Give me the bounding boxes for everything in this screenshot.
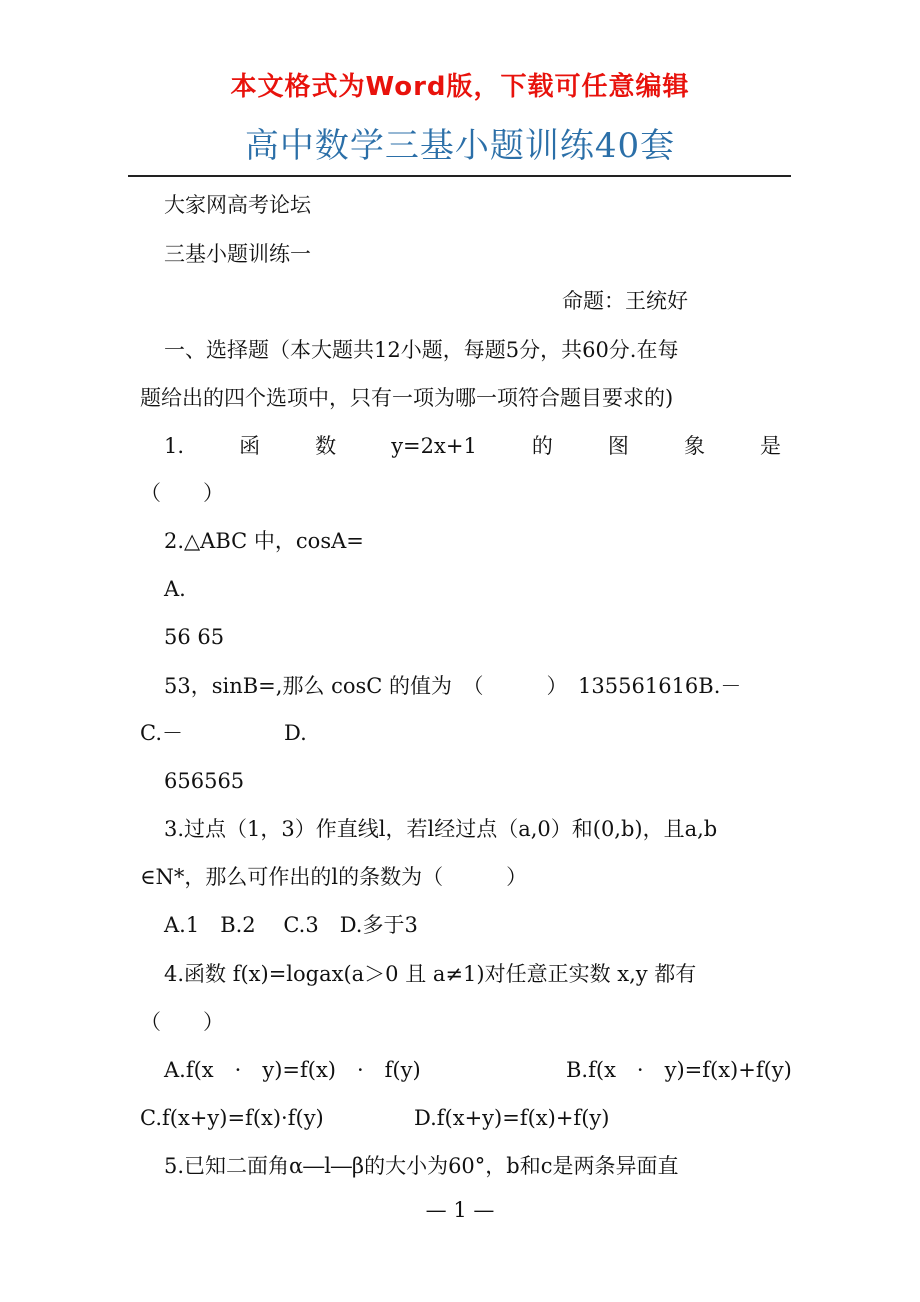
- q3-line2: ∈N*，那么可作出的l的条数为（ ）: [140, 865, 528, 889]
- q1-word: y=2x+1: [391, 434, 477, 458]
- q1-word: 图: [607, 434, 629, 458]
- q2-option-d: D.: [284, 721, 307, 745]
- q2-option-c: C.－: [140, 721, 183, 745]
- q4-option-d: D.f(x+y)=f(x)+f(y): [414, 1106, 610, 1130]
- q4-option-a: A.f(x · y)=f(x) · f(y): [164, 1058, 421, 1082]
- q1-word: 数: [315, 434, 337, 458]
- author-line: 命题：王统好: [562, 289, 688, 313]
- question-1-line: [164, 432, 781, 460]
- document-title: 高中数学三基小题训练40套: [244, 126, 676, 166]
- q4-option-b: B.f(x · y)=f(x)+f(y): [566, 1058, 792, 1082]
- q1-word: 是: [760, 434, 781, 458]
- q1-answer-paren: （ ）: [140, 481, 224, 505]
- q4-option-c: C.f(x+y)=f(x)·f(y): [140, 1106, 324, 1130]
- q2-line1: 2.△ABC 中，cosA=: [164, 529, 364, 553]
- q1-word: 象: [683, 434, 705, 458]
- title-divider: [128, 175, 791, 177]
- q2-line6: 656565: [164, 769, 245, 793]
- q4-line1: 4.函数 f(x)=logax(a＞0 且 a≠1)对任意正实数 x,y 都有: [164, 962, 697, 986]
- exercise-subtitle: 三基小题训练一: [164, 242, 311, 266]
- section-intro-line2: 题给出的四个选项中，只有一项为哪一项符合题目要求的): [140, 386, 674, 410]
- q4-answer-paren: （ ）: [140, 1010, 224, 1034]
- q5-line1: 5.已知二面角α―l―β的大小为60°，b和c是两条异面直: [164, 1154, 679, 1178]
- q3-line1: 3.过点（1，3）作直线l，若l经过点（a,0）和(0,b)，且a,b: [164, 817, 718, 841]
- q2-line2: A.: [164, 577, 186, 601]
- q1-word: 1.: [164, 434, 185, 458]
- q3-options: A.1 B.2 C.3 D.多于3: [164, 913, 418, 937]
- q2-line4: 53，sinB=,那么 cosC 的值为 （ ） 135561616B.－: [164, 674, 742, 698]
- section-intro-line1: 一、选择题（本大题共12小题，每题5分，共60分.在每: [164, 338, 679, 362]
- q2-line3: 56 65: [164, 625, 225, 649]
- q1-word: 函: [239, 434, 261, 458]
- format-banner: 本文格式为Word版，下载可任意编辑: [230, 72, 690, 102]
- q1-word: 的: [531, 434, 553, 458]
- forum-name: 大家网高考论坛: [164, 193, 311, 217]
- page-number: — 1 —: [425, 1198, 495, 1222]
